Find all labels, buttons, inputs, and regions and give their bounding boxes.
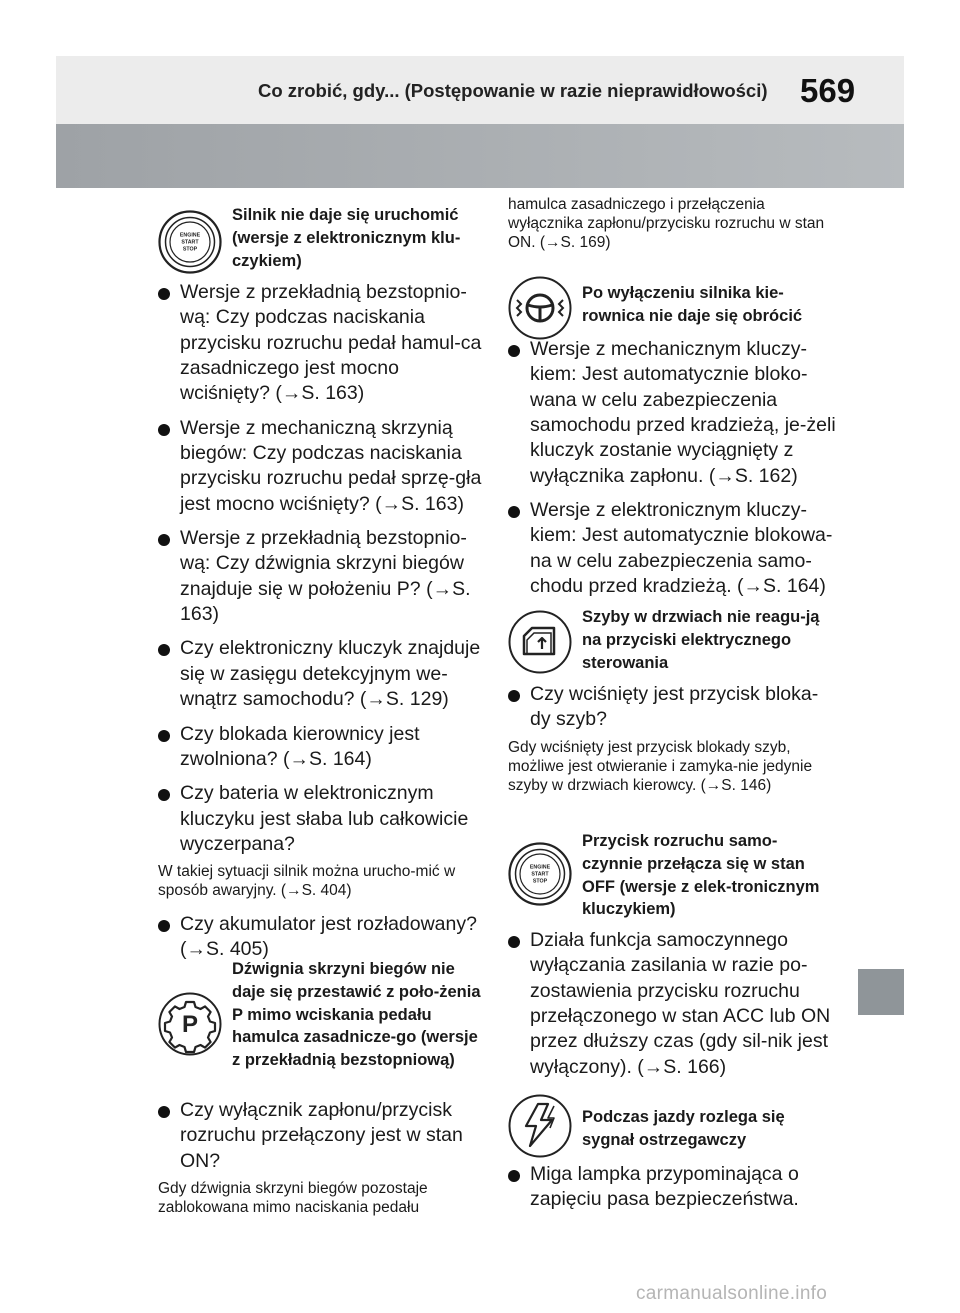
section-items-power-windows [508,682,838,806]
section-header-power-windows [508,606,838,676]
section-title: Silnik nie daje się uruchomić (wersje z elektronicznym klu-czykiem) [232,206,461,270]
engine-button-line-3: STOP [532,878,548,885]
section-title: Szyby w drzwiach nie reagu-ją na przyciski elektrycznego sterowania [582,608,820,672]
warning-buzzer-icon [508,1094,572,1158]
section-header-warning-buzzer [508,1106,838,1154]
section-title: Podczas jazdy rozlega się sygnał ostrzegawczy [582,1108,785,1149]
list-item: Wersje z mechanicznym kluczy-kiem: Jest automatycznie bloko-wana w celu zabezpieczenia samochodu przed kradzieżą, je-żeli kluczyk zostanie wyciągnięty z wyłącznika zapłonu. (→S. 162) [508,337,838,489]
page-number: 569 [800,72,856,109]
engine-button-line-1: ENGINE [529,864,551,871]
watermark: carmanualsonline.info [636,1283,828,1304]
section-items-warning-buzzer [508,1162,838,1222]
list-item: Czy wciśnięty jest przycisk bloka-dy szyb? [508,682,838,733]
section-items-auto-off [508,928,838,1089]
section-tab [858,969,904,1015]
engine-button-line-1: ENGINE [179,232,201,239]
list-item: Czy blokada kierownicy jest zwolniona? (→S. 164) [158,722,488,773]
section-items-engine-start [158,280,488,972]
section-header-engine-start [158,204,488,284]
section-items-shift-lock [158,1098,488,1229]
engine-start-stop-icon [158,210,222,274]
engine-button-line-3: STOP [182,246,198,253]
engine-button-line-2: START [181,239,199,246]
continuation-text: hamulca zasadniczego i przełączenia wyłącznika zapłonu/przycisku rozruchu w stan ON. (→S. 169) [508,196,825,251]
power-window-icon [508,610,572,674]
section-title: Dźwignia skrzyni biegów nie daje się przestawić z poło-żenia P mimo wciskania pedału hamulca zasadnicze-go (wersje z przekładnią bezstopniową) [232,960,481,1070]
p-letter: P [181,1011,199,1038]
item-note: Gdy wciśnięty jest przycisk blokady szyb, możliwe jest otwieranie i zamyka-nie jedynie szyby w drzwiach kierowcy. (→S. 146) [508,738,813,794]
steering-lock-icon [508,276,572,340]
section-title: Po wyłączeniu silnika kie-rownica nie daje się obrócić [582,284,803,325]
item-note: Gdy dźwignia skrzyni biegów pozostaje zablokowana mimo naciskania pedału [158,1180,428,1216]
list-item: Czy wyłącznik zapłonu/przycisk rozruchu przełączony jest w stan ON? [158,1098,488,1174]
section-header-steering-lock [508,282,838,338]
list-item: Czy elektroniczny kluczyk znajduje się w zasięgu detekcyjnym we-wnątrz samochodu? (→S. 129) [158,636,488,712]
list-item: Wersje z mechaniczną skrzynią biegów: Czy podczas naciskania przycisku rozruchu pedał sprzę-gła jest mocno wciśnięty? (→S. 163) [158,416,488,517]
list-item: Czy bateria w elektronicznym kluczyku jest słaba lub całkowicie wyczerpana? [158,781,488,857]
item-note: W takiej sytuacji silnik można urucho-mić w sposób awaryjny. (→S. 404) [158,863,456,900]
list-item: Działa funkcja samoczynnego wyłączania zasilania w razie po-zostawienia przycisku rozruchu przełączonego w stan ACC lub ON przez dłuższy czas (gdy sil-nik jest wyłączony). (→S. 166) [508,928,838,1080]
section-header-shift-lock [158,958,488,1098]
engine-start-stop-icon [508,842,572,906]
list-item: Wersje z przekładnią bezstopnio-wą: Czy dźwignia skrzyni biegów znajduje się w położeniu P? (→S. 163) [158,526,488,627]
section-items-steering-lock [508,337,838,608]
decorative-band [56,124,904,188]
running-header: Co zrobić, gdy... (Postępowanie w razie nieprawidłowości) [258,80,768,101]
list-item: Wersje z przekładnią bezstopnio-wą: Czy podczas naciskania przycisku rozruchu pedał hamul-ca zasadniczego jest mocno wciśnięty? (→S. 163) [158,280,488,407]
engine-button-line-2: START [531,871,549,878]
list-item: Miga lampka przypominająca o zapięciu pasa bezpieczeństwa. [508,1162,838,1213]
gear-p-icon [158,992,222,1056]
list-item: Wersje z elektronicznym kluczy-kiem: Jest automatycznie blokowa-na w celu zabezpieczenia samo-chodu przed kradzieżą. (→S. 164) [508,498,838,599]
section-title: Przycisk rozruchu samo-czynnie przełącza się w stan OFF (wersje z elek-tronicznym kluczykiem) [582,832,820,919]
list-item: Czy akumulator jest rozładowany? (→S. 405) [158,912,488,963]
section-header-auto-off [508,830,838,922]
